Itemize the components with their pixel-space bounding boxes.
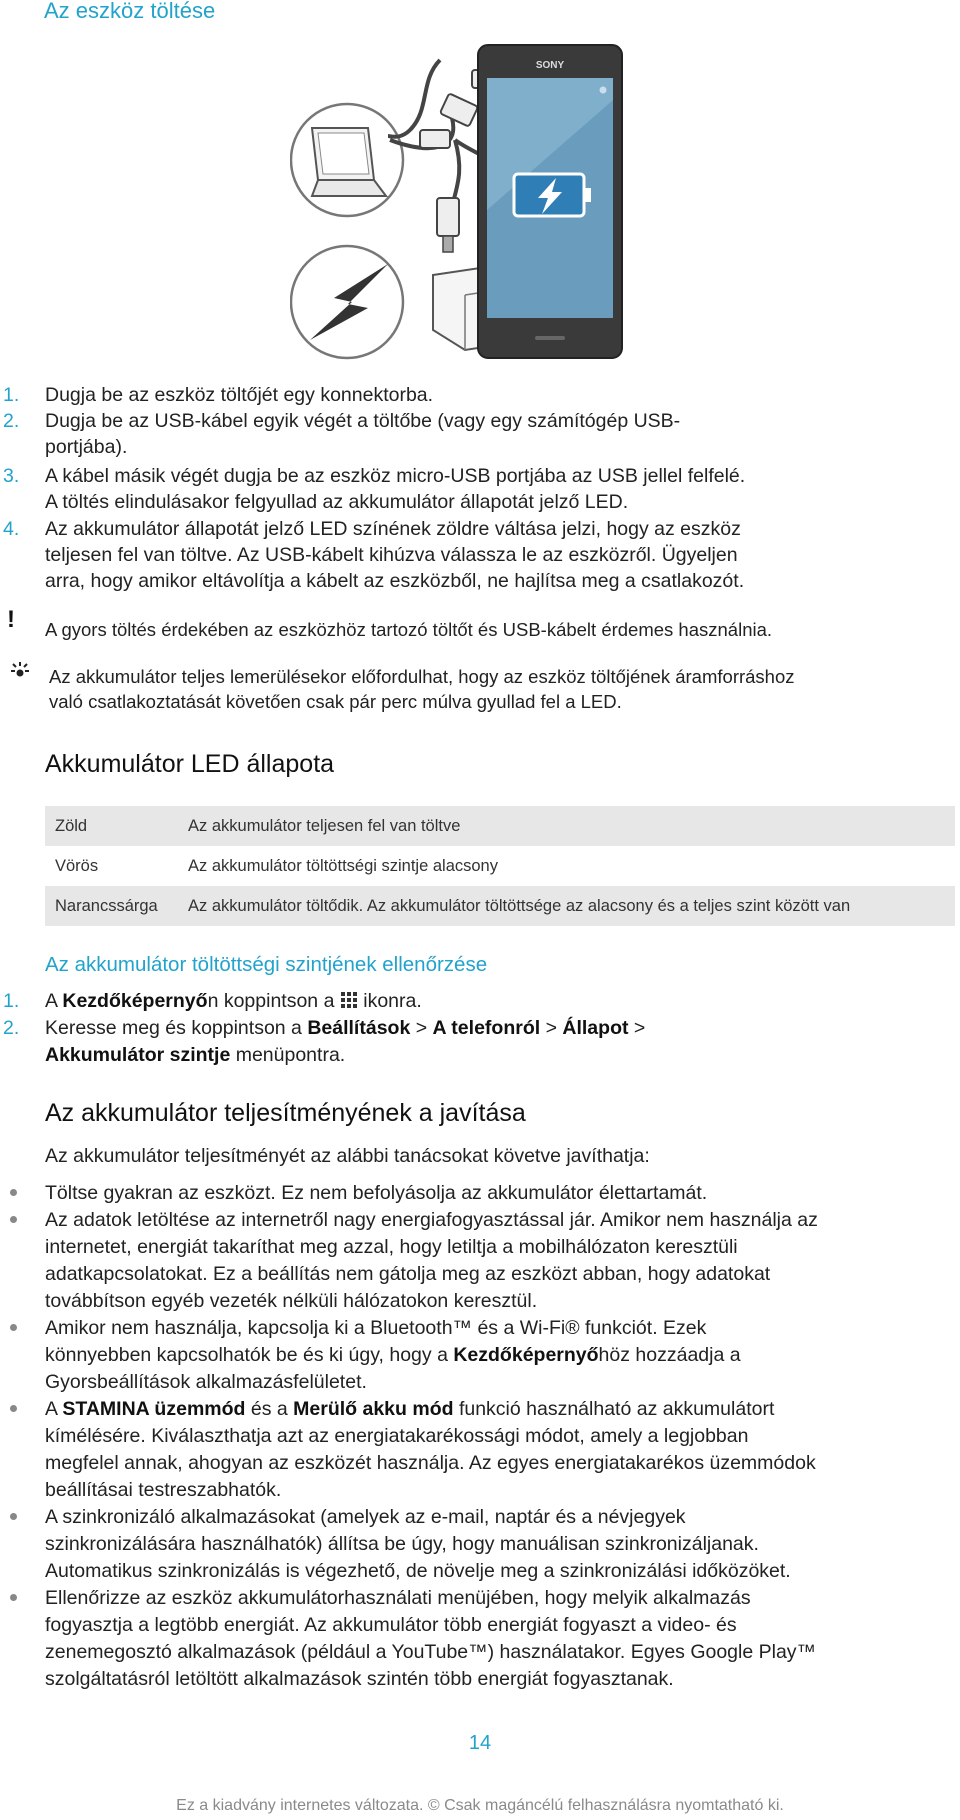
bullet-icon xyxy=(10,1513,17,1520)
tip-line-1: Az akkumulátor teljes lemerülésekor előfordulhat, hogy az eszköz töltőjének áramforráshoz xyxy=(49,666,795,687)
step-number: 2. xyxy=(3,1017,20,1039)
phone-device xyxy=(478,45,622,358)
check-step-2-cont: Akkumulátor szintje menüpontra. xyxy=(45,1044,346,1066)
check-heading: Az akkumulátor töltöttségi szintjének ellenőrzése xyxy=(45,953,488,976)
bullet-icon xyxy=(10,1405,17,1412)
warning-text: A gyors töltés érdekében az eszközhöz tartozó töltőt és USB-kábelt érdemes használnia. xyxy=(45,619,773,640)
lightbulb-icon xyxy=(8,660,32,684)
charging-illustration xyxy=(290,40,720,365)
bullet-icon xyxy=(10,1216,17,1223)
table-row: Narancssárga Az akkumulátor töltődik. Az akkumulátor töltöttsége az alacsony és a teljes szint között van xyxy=(45,886,955,926)
page-number: 14 xyxy=(468,1732,492,1754)
check-step-1: A Kezdőképernyőn koppintson a ikonra. xyxy=(45,990,422,1012)
svg-text:SONY: SONY xyxy=(535,60,565,71)
bullet-icon xyxy=(10,1324,17,1331)
laptop-icon xyxy=(291,104,403,216)
footer-note: Ez a kiadvány internetes változata. © Csak magáncélú felhasználásra nyomtatható ki. xyxy=(176,1797,784,1814)
step-number: 1. xyxy=(3,990,20,1012)
improve-heading: Az akkumulátor teljesítményének a javítása xyxy=(45,1099,526,1127)
bullet-icon xyxy=(10,1594,17,1601)
page-title: Az eszköz töltése xyxy=(44,0,216,23)
table-row: Zöld Az akkumulátor teljesen fel van töltve xyxy=(45,806,955,846)
lightning-icon xyxy=(291,246,403,358)
table-row: Vörös Az akkumulátor töltöttségi szintje alacsony xyxy=(55,857,498,875)
apps-grid-icon xyxy=(340,991,358,1009)
tip-line-2: való csatlakoztatását követően csak pár perc múlva gyullad fel a LED. xyxy=(49,691,622,712)
led-heading: Akkumulátor LED állapota xyxy=(45,750,335,778)
improve-intro: Az akkumulátor teljesítményét az alábbi tanácsokat követve javíthatja: xyxy=(45,1145,650,1167)
warning-icon: ! xyxy=(7,606,15,633)
bullet-icon xyxy=(10,1189,17,1196)
check-step-2: Keresse meg és koppintson a Beállítások > A telefonról > Állapot > xyxy=(45,1017,646,1039)
battery-charging-icon xyxy=(514,174,591,216)
